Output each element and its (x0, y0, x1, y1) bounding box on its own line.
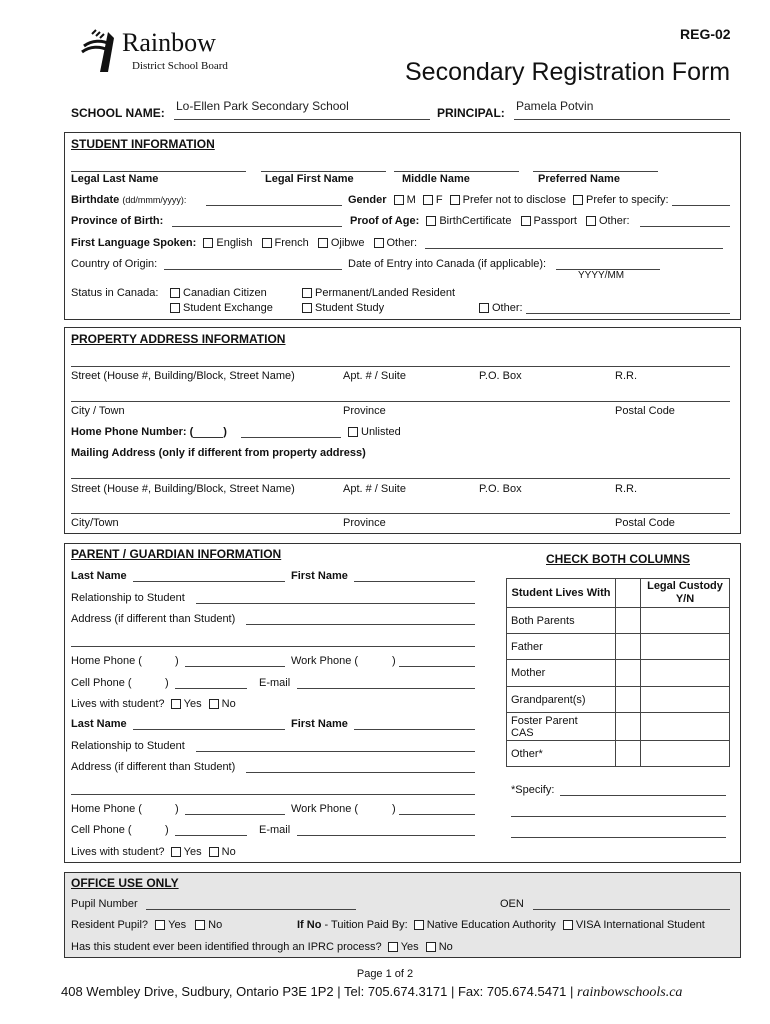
g2-home-phone-label: Home Phone ( (71, 803, 142, 815)
middle-name-label: Middle Name (402, 173, 470, 185)
tuition-visa-checkbox[interactable] (563, 920, 573, 930)
mailing-rr-label: R.R. (615, 483, 637, 495)
custody-mother-cell[interactable] (641, 660, 730, 687)
g1-relationship-label: Relationship to Student (71, 592, 185, 604)
g1-first-name-label: First Name (291, 570, 348, 582)
row-mother: Mother (507, 660, 616, 687)
status-other-label: Other: (492, 302, 523, 314)
g2-cell-phone-field[interactable] (175, 835, 247, 836)
unlisted-label: Unlisted (361, 426, 401, 438)
oen-label: OEN (500, 898, 524, 910)
g1-home-phone-label: Home Phone ( (71, 655, 142, 667)
row-other: Other* (507, 741, 616, 767)
lives-mother-cell[interactable] (616, 660, 641, 687)
g2-address-field-2[interactable] (71, 794, 475, 795)
gender-specify-field[interactable] (672, 205, 730, 206)
status-pr-label: Permanent/Landed Resident (315, 287, 456, 299)
gender-nd-checkbox[interactable] (450, 195, 460, 205)
g1-address-label: Address (if different than Student) (71, 613, 236, 625)
footer-address: 408 Wembley Drive, Sudbury, Ontario P3E 1P2 | Tel: 705.674.3171 | Fax: 705.674.5471 | rainbowschools.ca (61, 984, 683, 1000)
specify-field-2[interactable] (511, 816, 726, 817)
gender-f-checkbox[interactable] (423, 195, 433, 205)
resident-yes-checkbox[interactable] (155, 920, 165, 930)
mailing-po-label: P.O. Box (479, 483, 522, 495)
g1-last-name-label: Last Name (71, 570, 127, 582)
g2-first-name-field[interactable] (354, 729, 475, 730)
proof-other-checkbox[interactable] (586, 216, 596, 226)
g2-address-field[interactable] (246, 772, 475, 773)
school-name-label: SCHOOL NAME: (71, 106, 165, 120)
g1-work-phone-label: Work Phone ( (291, 655, 359, 667)
iprc-no-checkbox[interactable] (426, 942, 436, 952)
g1-lives-no-checkbox[interactable] (209, 699, 219, 709)
mailing-city-label: City/Town (71, 517, 119, 529)
check-both-columns-heading: CHECK BOTH COLUMNS (546, 552, 690, 566)
lang-other-checkbox[interactable] (374, 238, 384, 248)
mailing-city-field[interactable] (71, 513, 730, 514)
mailing-postal-label: Postal Code (615, 517, 675, 529)
oen-field[interactable] (533, 909, 730, 910)
g1-cell-phone-label: Cell Phone ( (71, 677, 132, 689)
province-birth-field[interactable] (172, 226, 342, 227)
g2-email-field[interactable] (297, 835, 475, 836)
lives-father-cell[interactable] (616, 634, 641, 660)
province-birth-label: Province of Birth: (71, 215, 164, 227)
custody-other-cell[interactable] (641, 741, 730, 767)
preferred-name-label: Preferred Name (538, 173, 620, 185)
lang-english-checkbox[interactable] (203, 238, 213, 248)
g1-home-phone-field[interactable] (185, 666, 285, 667)
g2-work-phone-field[interactable] (399, 814, 475, 815)
pupil-number-field[interactable] (146, 909, 356, 910)
proof-other-field[interactable] (640, 226, 730, 227)
pupil-number-label: Pupil Number (71, 898, 138, 910)
row-father: Father (507, 634, 616, 660)
status-pr-checkbox[interactable] (302, 288, 312, 298)
lives-grandparents-cell[interactable] (616, 687, 641, 713)
page-number: Page 1 of 2 (356, 968, 414, 980)
principal-label: PRINCIPAL: (437, 106, 505, 120)
col-lives-with: Student Lives With (507, 579, 616, 608)
property-street-field[interactable] (71, 366, 730, 367)
custody-grandparents-cell[interactable] (641, 687, 730, 713)
g1-work-phone-field[interactable] (399, 666, 475, 667)
proof-passport-checkbox[interactable] (521, 216, 531, 226)
g2-last-name-field[interactable] (133, 729, 285, 730)
specify-field-3[interactable] (511, 837, 726, 838)
status-other-field[interactable] (526, 313, 730, 314)
form-code: REG-02 (680, 26, 731, 42)
gender-m-checkbox[interactable] (394, 195, 404, 205)
city-label: City / Town (71, 405, 125, 417)
g1-relationship-field[interactable] (196, 603, 475, 604)
apt-label: Apt. # / Suite (343, 370, 406, 382)
g2-lives-no-checkbox[interactable] (209, 847, 219, 857)
mailing-address-label: Mailing Address (only if different from property address) (71, 447, 366, 459)
lang-french-checkbox[interactable] (262, 238, 272, 248)
g2-address-label: Address (if different than Student) (71, 761, 236, 773)
g1-address-field-2[interactable] (71, 646, 475, 647)
home-phone-field[interactable] (241, 437, 341, 438)
proof-birth-cert-checkbox[interactable] (426, 216, 436, 226)
mailing-apt-label: Apt. # / Suite (343, 483, 406, 495)
gender-row: Gender M F Prefer not to disclose Prefer to specify: (348, 194, 669, 206)
g1-lives-with: Lives with student? Yes No (71, 698, 236, 710)
rainbow-logo-icon (78, 28, 128, 76)
footer-site[interactable]: rainbowschools.ca (577, 985, 683, 1000)
g1-email-field[interactable] (297, 688, 475, 689)
resident-pupil-row: Resident Pupil? Yes No (71, 919, 223, 931)
g1-address-field[interactable] (246, 624, 475, 625)
school-name-value[interactable]: Lo-Ellen Park Secondary School (176, 99, 349, 113)
g2-lives-with: Lives with student? Yes No (71, 846, 236, 858)
office-use-heading: OFFICE USE ONLY (71, 876, 179, 890)
g1-first-name-field[interactable] (354, 581, 475, 582)
page-title: Secondary Registration Form (405, 58, 731, 86)
lives-other-cell[interactable] (616, 741, 641, 767)
status-citizen-checkbox[interactable] (170, 288, 180, 298)
tuition-native-checkbox[interactable] (414, 920, 424, 930)
status-study-label: Student Study (315, 302, 385, 314)
g2-last-name-label: Last Name (71, 718, 127, 730)
custody-both-parents-cell[interactable] (641, 608, 730, 634)
lang-ojibwe-checkbox[interactable] (318, 238, 328, 248)
gender-specify-checkbox[interactable] (573, 195, 583, 205)
g1-lives-yes-checkbox[interactable] (171, 699, 181, 709)
row-grandparents: Grandparent(s) (507, 687, 616, 713)
lives-both-parents-cell[interactable] (616, 608, 641, 634)
rainbow-logo (78, 28, 248, 78)
logo-name: Rainbow (122, 28, 216, 57)
specify-label: *Specify: (511, 784, 555, 796)
province-label: Province (343, 405, 386, 417)
g1-last-name-field[interactable] (133, 581, 285, 582)
g2-home-phone-field[interactable] (185, 814, 285, 815)
street-label: Street (House #, Building/Block, Street Name) (71, 370, 295, 382)
country-origin-label: Country of Origin: (71, 258, 158, 270)
g2-relationship-label: Relationship to Student (71, 740, 185, 752)
row-both-parents: Both Parents (507, 608, 616, 634)
property-city-field[interactable] (71, 401, 730, 402)
student-info-heading: STUDENT INFORMATION (71, 137, 215, 151)
resident-no-checkbox[interactable] (195, 920, 205, 930)
g2-lives-yes-checkbox[interactable] (171, 847, 181, 857)
custody-foster-cell[interactable] (641, 713, 730, 741)
lives-foster-cell[interactable] (616, 713, 641, 741)
mailing-street-field[interactable] (71, 478, 730, 479)
entry-date-format: YYYY/MM (578, 270, 625, 281)
lang-other-field[interactable] (425, 248, 723, 249)
status-citizen-label: Canadian Citizen (183, 287, 267, 299)
iprc-row: Has this student ever been identified through an IPRC process? Yes No (71, 941, 453, 953)
tuition-row: If No - Tuition Paid By: Native Education Authority VISA International Student (297, 919, 705, 931)
po-box-label: P.O. Box (479, 370, 522, 382)
status-exchange-checkbox[interactable] (170, 303, 180, 313)
custody-table (506, 578, 730, 767)
status-study-checkbox[interactable] (302, 303, 312, 313)
row-foster-parent: Foster Parent CAS (507, 713, 616, 741)
col-legal-custody: Legal Custody Y/N (641, 579, 730, 608)
status-exchange-label: Student Exchange (183, 302, 273, 314)
country-origin-field[interactable] (164, 269, 342, 270)
g2-work-phone-label: Work Phone ( (291, 803, 359, 815)
birthdate-field[interactable] (206, 205, 342, 206)
g2-cell-phone-label: Cell Phone ( (71, 824, 132, 836)
first-language-row: First Language Spoken: English French Ojibwe Other: (71, 237, 418, 249)
g2-relationship-field[interactable] (196, 751, 475, 752)
g2-first-name-label: First Name (291, 718, 348, 730)
unlisted-checkbox[interactable] (348, 427, 358, 437)
birthdate-row: Birthdate (dd/mmm/yyyy): (71, 194, 187, 206)
mailing-street-label: Street (House #, Building/Block, Street Name) (71, 483, 295, 495)
legal-last-name-label: Legal Last Name (71, 173, 159, 185)
logo-sub: District School Board (132, 60, 228, 72)
iprc-yes-checkbox[interactable] (388, 942, 398, 952)
entry-date-label: Date of Entry into Canada (if applicable): (348, 258, 547, 270)
postal-label: Postal Code (615, 405, 675, 417)
specify-field[interactable] (560, 795, 726, 796)
g2-email-label: E-mail (259, 824, 291, 836)
legal-first-name-label: Legal First Name (265, 173, 354, 185)
g1-cell-phone-field[interactable] (175, 688, 247, 689)
property-address-heading: PROPERTY ADDRESS INFORMATION (71, 332, 286, 346)
home-phone-label: Home Phone Number: ( ) (71, 426, 227, 438)
proof-age-row: Proof of Age: BirthCertificate Passport Other: (350, 215, 630, 227)
g1-email-label: E-mail (259, 677, 291, 689)
custody-father-cell[interactable] (641, 634, 730, 660)
principal-value[interactable]: Pamela Potvin (516, 99, 594, 113)
status-other-checkbox[interactable] (479, 303, 489, 313)
rr-label: R.R. (615, 370, 637, 382)
mailing-province-label: Province (343, 517, 386, 529)
status-label: Status in Canada: (71, 287, 159, 299)
parent-guardian-heading: PARENT / GUARDIAN INFORMATION (71, 547, 282, 561)
